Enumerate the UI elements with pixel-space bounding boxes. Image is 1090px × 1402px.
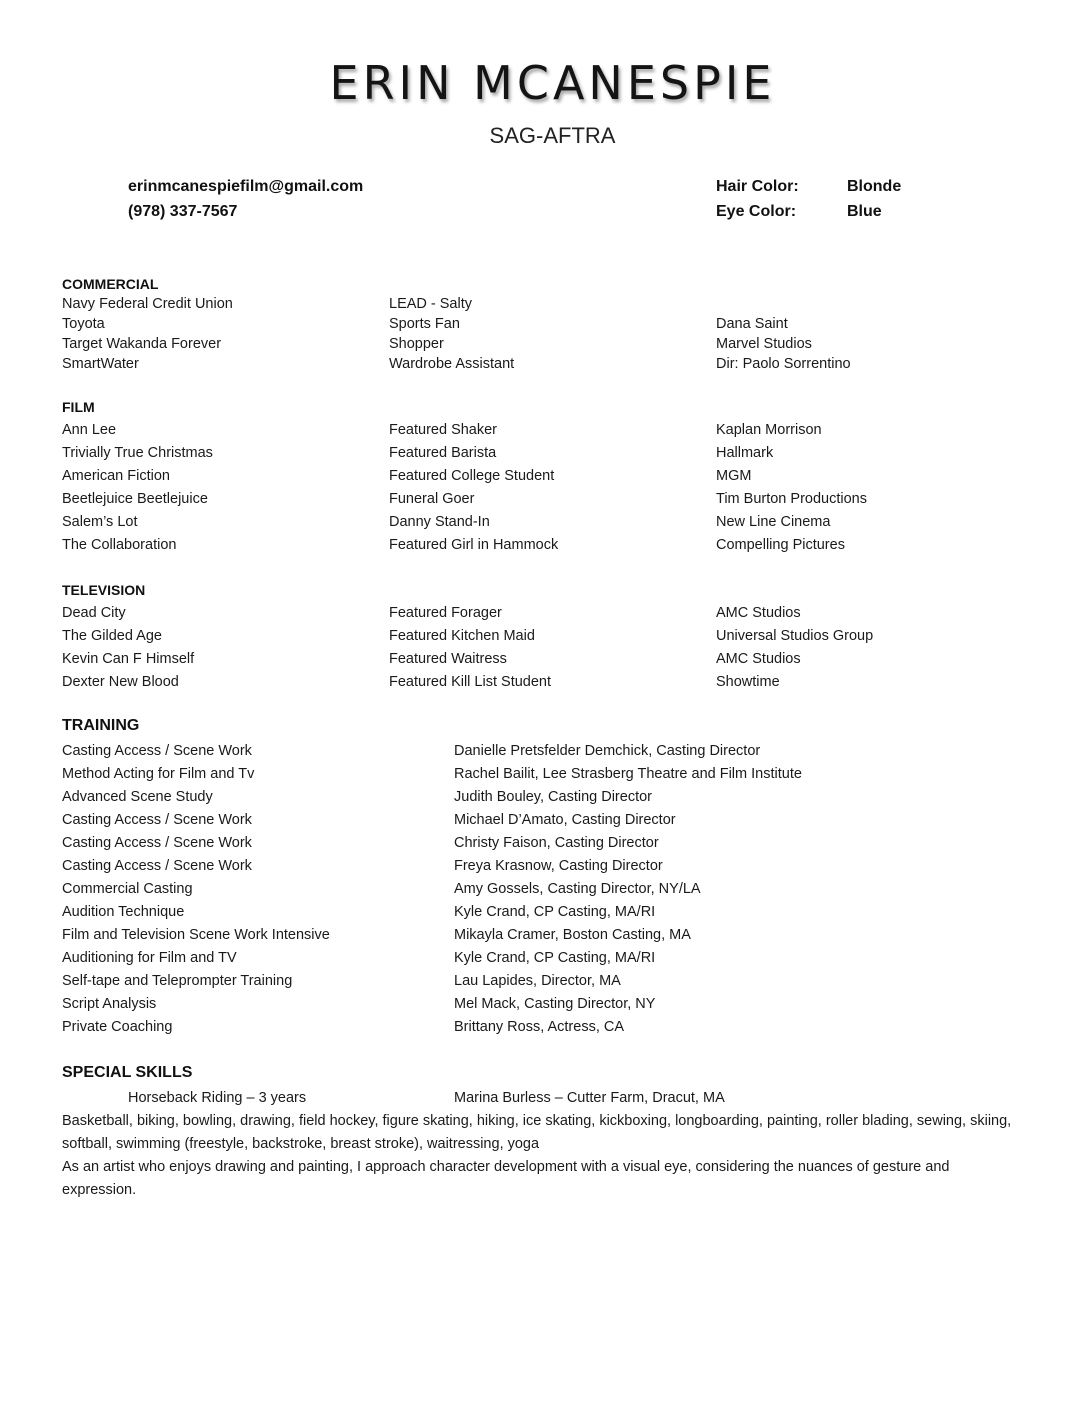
credit-project: Trivially True Christmas <box>62 445 213 461</box>
credit-company: AMC Studios <box>716 651 801 667</box>
credit-role: Featured Girl in Hammock <box>389 537 559 553</box>
credit-company: Dana Saint <box>716 316 788 332</box>
skill-horseback: Horseback Riding – 3 years <box>128 1090 307 1106</box>
credit-role: Featured Kitchen Maid <box>389 628 535 644</box>
skill-horseback-location: Marina Burless – Cutter Farm, Dracut, MA <box>454 1090 725 1106</box>
union-affiliation: SAG-AFTRA <box>489 123 616 148</box>
training-instructor: Christy Faison, Casting Director <box>454 835 659 851</box>
credit-project: American Fiction <box>62 468 170 484</box>
credit-company: New Line Cinema <box>716 514 831 530</box>
artist-statement: As an artist who enjoys drawing and painting, I approach character development with a visual eye, considering the nuances of gesture and expression. <box>62 1159 950 1198</box>
credit-project: Target Wakanda Forever <box>62 336 222 352</box>
training-heading: TRAINING <box>62 717 140 734</box>
training-course: Commercial Casting <box>62 881 193 897</box>
training-course: Advanced Scene Study <box>62 789 213 805</box>
credit-project: Dexter New Blood <box>62 674 179 690</box>
television-heading: TELEVISION <box>62 582 146 598</box>
training-course: Self-tape and Teleprompter Training <box>62 973 293 989</box>
credit-role: Danny Stand-In <box>389 514 490 530</box>
special-skills-heading: SPECIAL SKILLS <box>62 1064 193 1081</box>
training-instructor: Kyle Crand, CP Casting, MA/RI <box>454 904 656 920</box>
training-instructor: Michael D’Amato, Casting Director <box>454 812 676 828</box>
credit-company: Marvel Studios <box>716 336 812 352</box>
training-instructor: Judith Bouley, Casting Director <box>454 789 652 805</box>
training-instructor: Brittany Ross, Actress, CA <box>454 1019 625 1035</box>
training-course: Method Acting for Film and Tv <box>62 766 255 782</box>
credit-project: The Gilded Age <box>62 628 162 644</box>
credit-project: Kevin Can F Himself <box>62 651 195 667</box>
eye-color-label: Eye Color: <box>716 203 797 220</box>
credit-company: Dir: Paolo Sorrentino <box>716 356 851 372</box>
training-course: Casting Access / Scene Work <box>62 743 252 759</box>
credit-project: Salem’s Lot <box>62 514 138 530</box>
credit-project: Dead City <box>62 605 126 621</box>
credit-project: Beetlejuice Beetlejuice <box>62 491 208 507</box>
training-course: Script Analysis <box>62 996 157 1012</box>
credit-company: Tim Burton Productions <box>716 491 867 507</box>
training-course: Film and Television Scene Work Intensive <box>62 927 330 943</box>
credit-role: Featured College Student <box>389 468 555 484</box>
credit-company: Hallmark <box>716 445 774 461</box>
training-instructor: Lau Lapides, Director, MA <box>454 973 621 989</box>
film-heading: FILM <box>62 399 95 415</box>
credit-role: Featured Forager <box>389 605 502 621</box>
training-instructor: Freya Krasnow, Casting Director <box>454 858 663 874</box>
commercial-heading: COMMERCIAL <box>62 276 159 292</box>
training-course: Casting Access / Scene Work <box>62 835 252 851</box>
credit-company: Kaplan Morrison <box>716 422 822 438</box>
credit-role: Funeral Goer <box>389 491 475 507</box>
training-course: Audition Technique <box>62 904 185 920</box>
training-instructor: Danielle Pretsfelder Demchick, Casting Director <box>454 743 761 759</box>
eye-color-value: Blue <box>847 203 882 220</box>
training-course: Casting Access / Scene Work <box>62 812 252 828</box>
training-instructor: Rachel Bailit, Lee Strasberg Theatre and Film Institute <box>454 766 802 782</box>
credit-role: Featured Shaker <box>389 422 498 438</box>
training-instructor: Mikayla Cramer, Boston Casting, MA <box>454 927 691 943</box>
credit-role: Featured Barista <box>389 445 497 461</box>
credit-project: Navy Federal Credit Union <box>62 296 233 312</box>
credit-role: Wardrobe Assistant <box>389 356 515 372</box>
actor-name: ERIN MCANESPIE <box>329 56 776 110</box>
credit-project: The Collaboration <box>62 537 177 553</box>
training-instructor: Kyle Crand, CP Casting, MA/RI <box>454 950 656 966</box>
skills-list: Basketball, biking, bowling, drawing, field hockey, figure skating, hiking, ice skating, kickboxing, longboarding, painting, roller blading, sewing, skiing, softball, swimming (freestyle, backstroke, breast stroke), waitressing, yoga <box>62 1113 1012 1152</box>
training-course: Casting Access / Scene Work <box>62 858 252 874</box>
credit-role: Shopper <box>389 336 444 352</box>
credit-role: LEAD - Salty <box>389 296 472 312</box>
credit-project: Ann Lee <box>62 422 117 438</box>
hair-color-label: Hair Color: <box>716 178 799 195</box>
training-course: Private Coaching <box>62 1019 173 1035</box>
credit-company: Universal Studios Group <box>716 628 874 644</box>
credit-company: MGM <box>716 468 752 484</box>
credit-company: Compelling Pictures <box>716 537 845 553</box>
training-course: Auditioning for Film and TV <box>62 950 237 966</box>
credit-role: Featured Kill List Student <box>389 674 552 690</box>
training-instructor: Amy Gossels, Casting Director, NY/LA <box>454 881 701 897</box>
credit-role: Featured Waitress <box>389 651 507 667</box>
credit-role: Sports Fan <box>389 316 460 332</box>
email-address: erinmcanespiefilm@gmail.com <box>128 178 364 195</box>
credit-project: Toyota <box>62 316 105 332</box>
training-instructor: Mel Mack, Casting Director, NY <box>454 996 656 1012</box>
phone-number: (978) 337-7567 <box>128 203 238 220</box>
credit-project: SmartWater <box>62 356 139 372</box>
hair-color-value: Blonde <box>847 178 902 195</box>
credit-company: Showtime <box>716 674 780 690</box>
credit-company: AMC Studios <box>716 605 801 621</box>
